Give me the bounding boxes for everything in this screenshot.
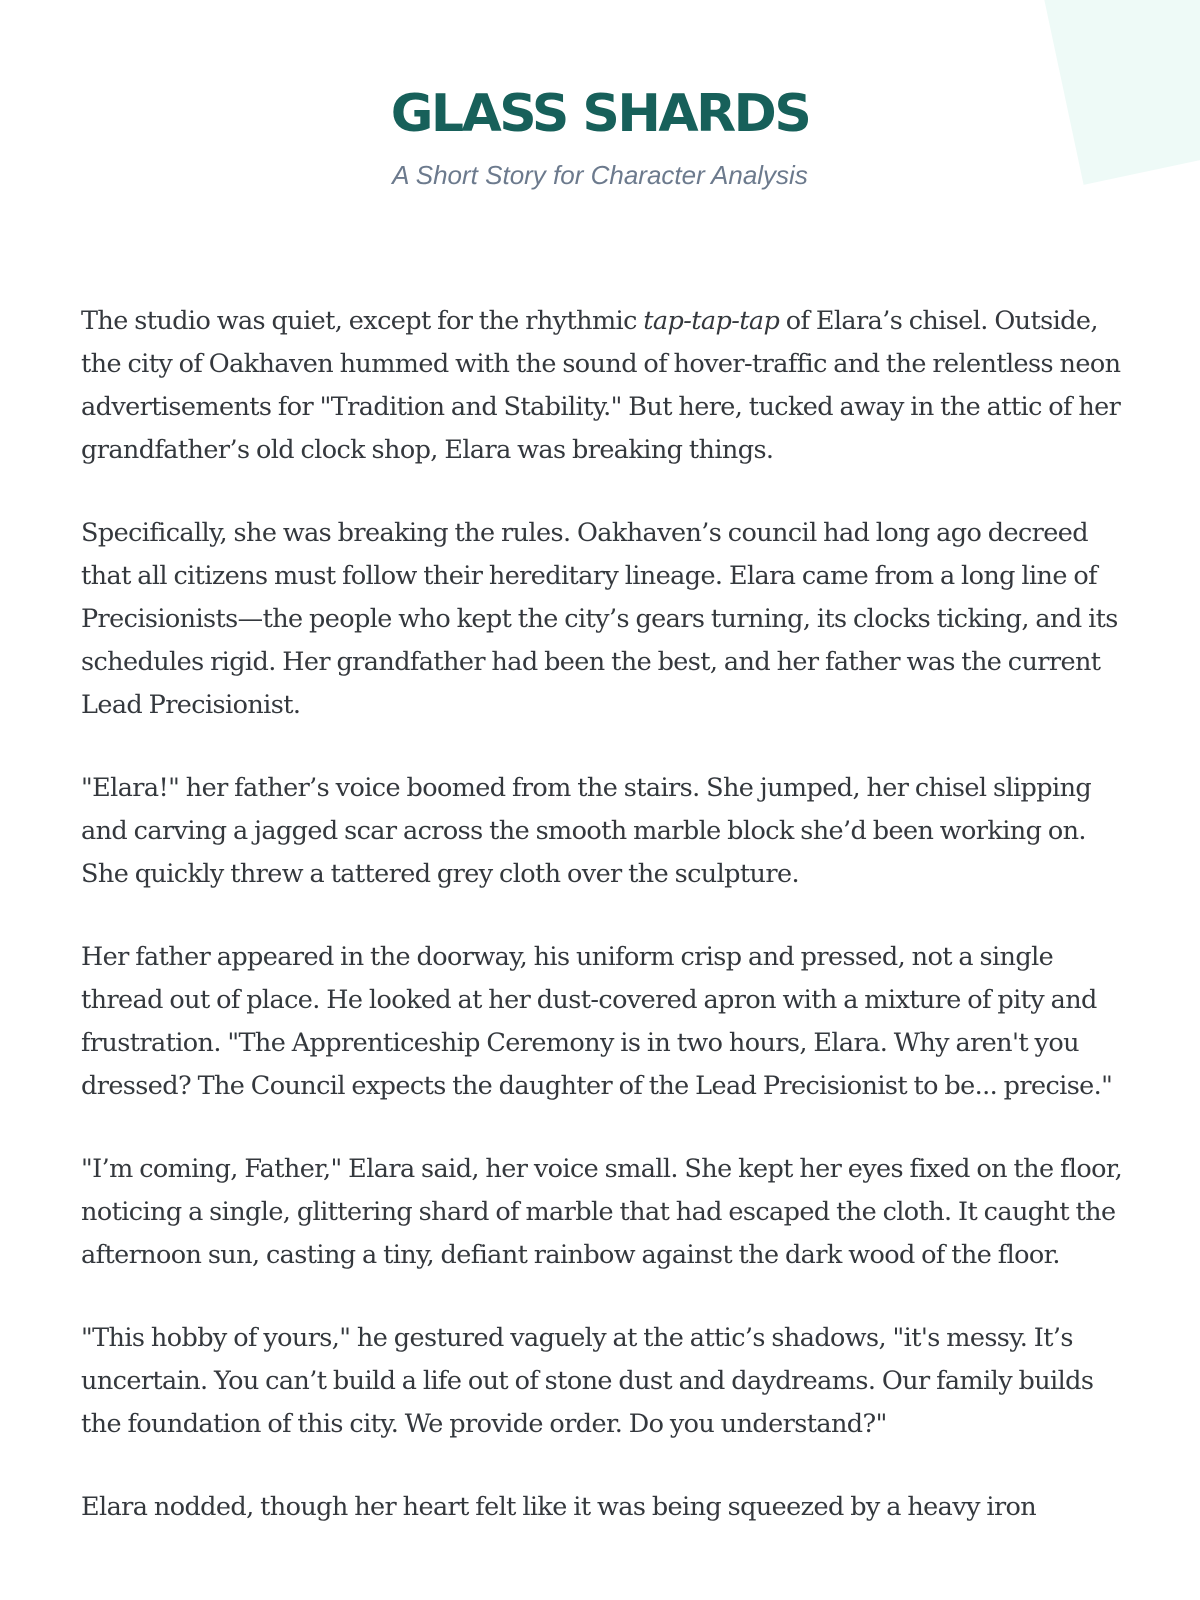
paragraph-1-text-start: The studio was quiet, except for the rhythmic bbox=[81, 306, 644, 336]
story-subtitle: A Short Story for Character Analysis bbox=[392, 160, 808, 190]
story-paragraph-2: Specifically, she was breaking the rules. Oakhaven’s council had long ago decreed that all citizens must follow their hereditary lineage. Elara came from a long line of Precisionists—the people who kept the city’s gears turning, its clocks ticking, and its schedules rigid. Her grandfather had been the best, and her father was the current Lead Precisionist. bbox=[81, 518, 1118, 720]
story-paragraph-5: "I’m coming, Father," Elara said, her voice small. She kept her eyes fixed on the floor, noticing a single, glittering shard of marble that had escaped the cloth. It caught the afternoon sun, casting a tiny, defiant rainbow against the dark wood of the floor. bbox=[81, 1154, 1123, 1270]
story-title: GLASS SHARDS bbox=[390, 84, 810, 144]
story-header bbox=[0, 80, 1200, 192]
story-paragraph-3: "Elara!" her father’s voice boomed from the stairs. She jumped, her chisel slipping and carving a jagged scar across the smooth marble block she’d been working on. She quickly threw a tattered grey cloth over the sculpture. bbox=[81, 773, 1092, 889]
story-body bbox=[81, 300, 1131, 1569]
story-paragraph-1 bbox=[81, 300, 1131, 472]
paragraph-1-emphasis: tap-tap-tap bbox=[643, 306, 780, 336]
paragraph-1-text-end: of Elara’s chisel. Outside, the city of Oakhaven hummed with the sound of hover-traffic and the relentless neon advertisements for "Tradition and Stability." But here, tucked away in the attic of her grandfather’s old clock shop, Elara was breaking things. bbox=[81, 306, 1121, 465]
story-paragraph-7: Elara nodded, though her heart felt like it was being squeezed by a heavy iron bbox=[81, 1492, 1037, 1522]
story-paragraph-6: "This hobby of yours," he gestured vaguely at the attic’s shadows, "it's messy. It’s uncertain. You can’t build a life out of stone dust and daydreams. Our family builds the foundation of this city. We provide order. Do you understand?" bbox=[81, 1323, 1094, 1439]
story-paragraph-4: Her father appeared in the doorway, his uniform crisp and pressed, not a single thread out of place. He looked at her dust-covered apron with a mixture of pity and frustration. "The Apprenticeship Ceremony is in two hours, Elara. Why aren't you dressed? The Council expects the daughter of the Lead Precisionist to be... precise." bbox=[81, 942, 1113, 1101]
